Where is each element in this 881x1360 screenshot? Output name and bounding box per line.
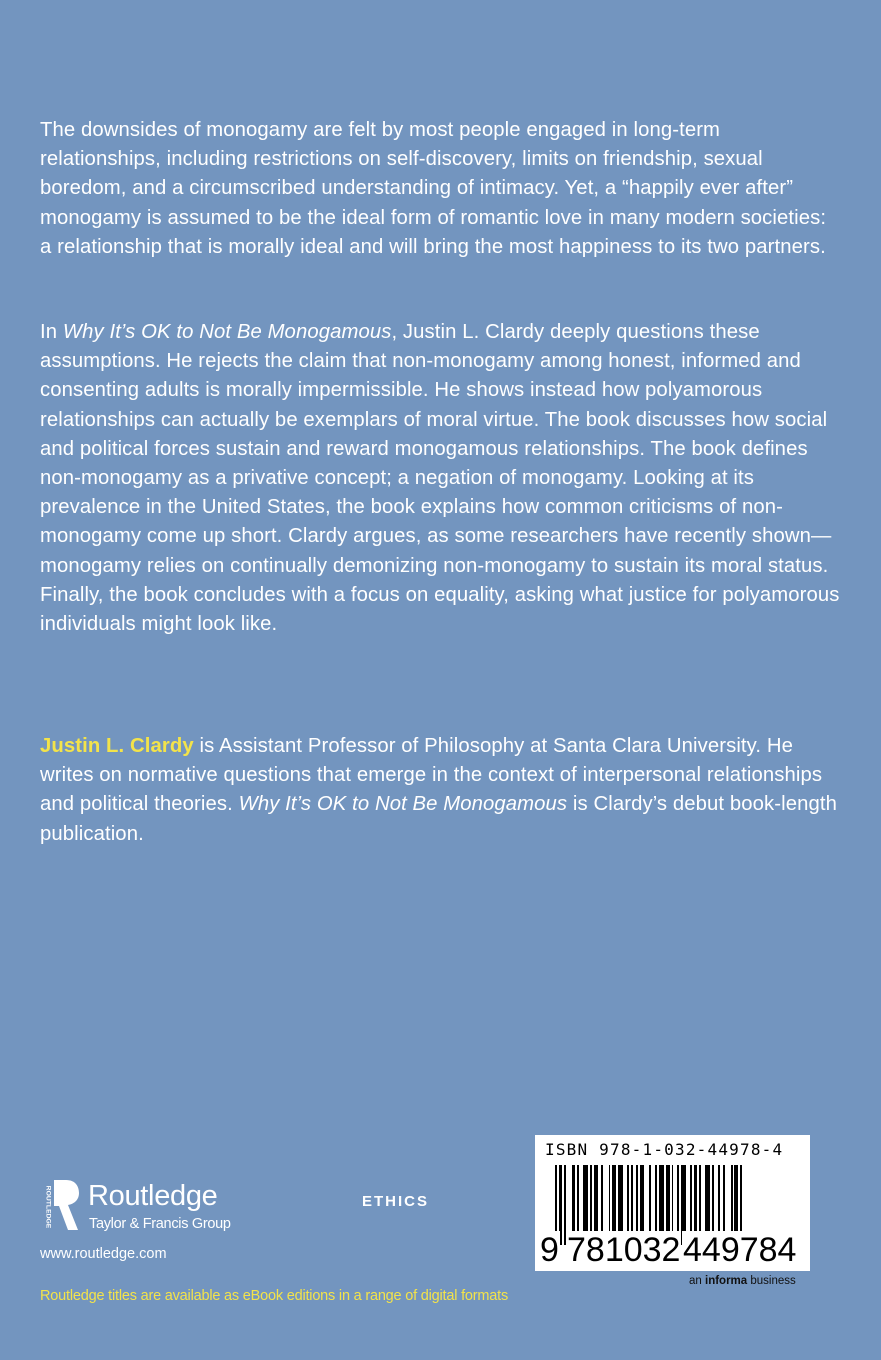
author-bio-text-2: is Clardy’s debut book-length publication. [40, 793, 837, 845]
book-title-italic: Why It’s OK to Not Be Monogamous [62, 321, 392, 343]
publisher-name: Routledge [88, 1180, 218, 1212]
routledge-r-icon [40, 1178, 80, 1234]
ean-lead-digit: 9 [540, 1231, 559, 1269]
author-bio-text-1: is Assistant Professor of Philosophy at Santa Clara University. He writes on normative questions that emerge in the context of interpersonal relationships and political theories. [40, 735, 823, 816]
blurb-p2-rest: , Justin L. Clardy deeply questions these assumptions. He rejects the claim that non-monogamy among honest, informed and consenting adults is morally impermissible. He shows instead how polyamorous relationships can actually be exemplars of moral virtue. The book discusses how social and political forces sustain and reward monogamous relationships. The book defines non-monogamy as a privative concept; a negation of monogamy. Looking at its prevalence in the United States, the book explains how common criticisms of non-monogamy come up short. Clardy argues, as some researchers have recently shown—monogamy relies on continually demonizing non-monogamy to sustain its moral status. Finally, the book concludes with a focus on equality, asking what justice for polyamorous individuals might look like. [40, 321, 840, 636]
informa-prefix: an [689, 1275, 705, 1287]
blurb-paragraph-1: The downsides of monogamy are felt by most people engaged in long-term relationships, including restrictions on self-discovery, limits on friendship, sexual boredom, and a circumscribed understanding of intimacy. Yet, a “happily ever after” monogamy is assumed to be the ideal form of romantic love in many modern societies: a relationship that is morally ideal and will bring the most happiness to its two partners. [40, 119, 827, 258]
ean-group-1: 781032 [567, 1231, 681, 1269]
publisher-url[interactable]: www.routledge.com [40, 1246, 167, 1262]
isbn-label: ISBN 978-1-032-44978-4 [545, 1140, 784, 1159]
blurb-paragraph-2 [40, 318, 840, 639]
ebook-note: Routledge titles are available as eBook editions in a range of digital formats [40, 1288, 509, 1304]
ean-group-2: 449784 [683, 1231, 797, 1269]
routledge-vertical-text: ROUTLEDGE [44, 1185, 52, 1229]
blurb-p2-prefix: In [40, 321, 63, 343]
informa-suffix: business [747, 1275, 796, 1287]
isbn-barcode [535, 1135, 810, 1271]
author-name: Justin L. Clardy [40, 735, 194, 757]
publisher-group: Taylor & Francis Group [89, 1216, 231, 1232]
routledge-logo [40, 1178, 280, 1238]
subject-category: ETHICS [362, 1193, 430, 1210]
informa-tagline [689, 1275, 796, 1287]
author-bio-book-title: Why It’s OK to Not Be Monogamous [238, 793, 568, 816]
informa-brand: informa [705, 1275, 748, 1287]
author-bio [40, 732, 840, 849]
